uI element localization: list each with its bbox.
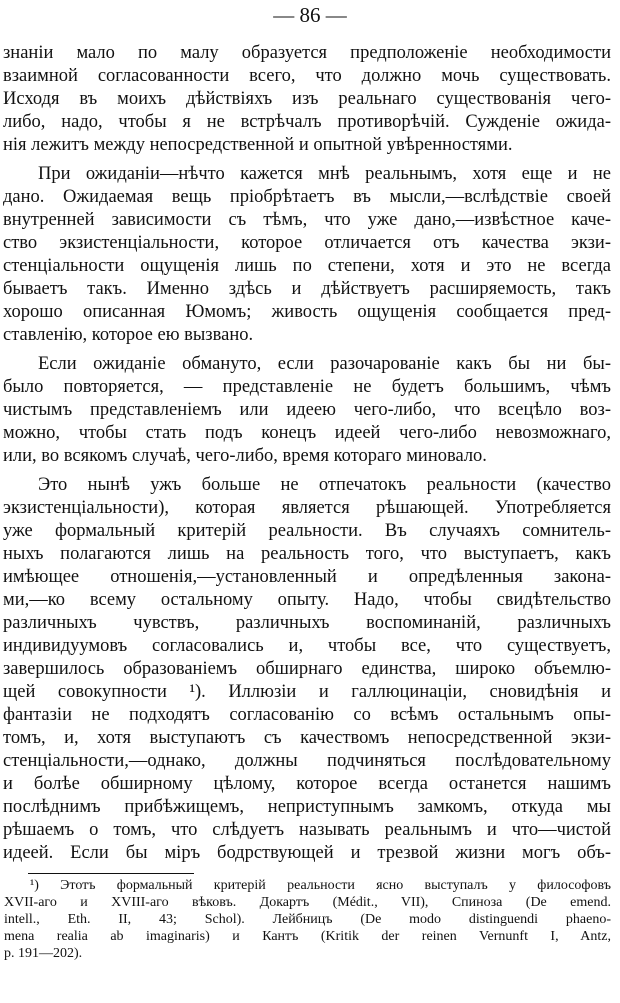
text-line: хорошо описанная Юмомъ; живость ощущенiя сообщается пред-	[3, 302, 611, 322]
text-line: внутренней зависимости съ тѣмъ, что уже дано,—извѣстное каче-	[3, 210, 611, 230]
footnote-line: mena realia ab imaginaris) и Кантъ (Kritik der reinen Vernunft I, Antz,	[4, 929, 611, 944]
text-line: идеей. Если бы мiръ бодрствующей и трезвой жизни могъ объ-	[3, 843, 611, 863]
text-line: ставленiю, которое ею вызвано.	[3, 325, 254, 345]
text-line: ство экзистенцiальности, которое отличается отъ качества экзи-	[3, 233, 611, 253]
text-line: различныхъ чувствъ, различныхъ воспоминанiй, различныхъ	[3, 613, 611, 633]
text-line: индивидуумовъ согласовались и, чтобы все, что существуетъ,	[3, 636, 611, 656]
footnote-line: XVII-аго и XVIII-аго вѣковъ. Докартъ (Médit., VII), Спиноза (De emend.	[4, 895, 611, 910]
text-line: либо, надо, чтобы я не встрѣчалъ противорѣчiй. Сужденiе ожида-	[3, 112, 611, 132]
text-line: имѣющее отношенiя,—установленный и опредѣленныя закона-	[3, 567, 611, 587]
text-line: было повторяется, — представленiе не будетъ большимъ, чѣмъ	[3, 377, 611, 397]
text-line: дано. Ожидаемая вещь прiобрѣтаетъ въ мысли,—вслѣдствiе своей	[3, 187, 611, 207]
text-line: щей совокупности ¹). Иллюзiи и галлюцинацiи, сновидѣнiя и	[3, 682, 611, 702]
footnote-rule	[28, 873, 194, 874]
text-line: и болѣе обширному цѣлому, которое всегда останется нашимъ	[3, 774, 611, 794]
footnote-line: p. 191—202).	[4, 946, 83, 961]
text-line: или, во всякомъ случаѣ, чего-либо, время котораго миновало.	[3, 446, 487, 466]
text-line: ми,—ко всему остальному опыту. Надо, чтобы свидѣтельство	[3, 590, 611, 610]
text-line: ныхъ полагаются лишь на реальность того, что выступаетъ, какъ	[3, 544, 611, 564]
text-line: можно, чтобы стать подъ конецъ идеей чего-либо невозможнаго,	[3, 423, 611, 443]
text-line: томъ, и, хотя выступаютъ съ качествомъ непосредственной экзи-	[3, 728, 611, 748]
text-line: Если ожиданiе обмануто, если разочарованiе какъ бы ни бы-	[38, 354, 611, 374]
text-line: стенцiальности,—однако, должны подчиняться послѣдовательному	[3, 751, 611, 771]
text-line: рѣшаемъ о томъ, что слѣдуетъ называть реальнымъ и что—чистой	[3, 820, 611, 840]
footnote-line: ¹) Этотъ формальный критерiй реальности ясно выступалъ у философовъ	[30, 878, 611, 893]
text-line: При ожиданiи—нѣчто кажется мнѣ реальнымъ, хотя еще и не	[38, 164, 611, 184]
text-line: экзистенцiальности), которая является рѣшающей. Употребляется	[3, 498, 611, 518]
text-line: чистымъ представленiемъ или идеею чего-либо, что всецѣло воз-	[3, 400, 611, 420]
text-line: взаимной согласованности всего, что должно мочь существовать.	[3, 66, 611, 86]
text-line: уже формальный критерiй реальности. Въ случаяхъ сомнитель-	[3, 521, 611, 541]
text-line: Это нынѣ ужъ больше не отпечатокъ реальности (качество	[38, 475, 611, 495]
text-line: фантазiи не подходятъ согласованiю со всѣмъ остальнымъ опы-	[3, 705, 611, 725]
text-line: знанiи мало по малу образуется предположенiе необходимости	[3, 43, 611, 63]
text-line: нiя лежитъ между непосредственной и опытной увѣренностями.	[3, 135, 513, 155]
text-line: стенцiальности ощущенiя лишь по степени, хотя и это не всегда	[3, 256, 611, 276]
text-line: бываетъ такъ. Именно здѣсь и дѣйствуетъ расширяемость, такъ	[3, 279, 611, 299]
text-line: Исходя въ моихъ дѣйствiяхъ изъ реальнаго существованiя чего-	[3, 89, 611, 109]
page-number: — 86 —	[273, 3, 347, 27]
text-line: послѣднимъ прибѣжищемъ, неприступнымъ замкомъ, откуда мы	[3, 797, 611, 817]
text-line: завершилось образованiемъ обширнаго единства, широко объемлю-	[3, 659, 611, 679]
footnote-line: intell., Eth. II, 43; Schol). Лейбницъ (De modo distinguendi phaeno-	[4, 912, 611, 927]
